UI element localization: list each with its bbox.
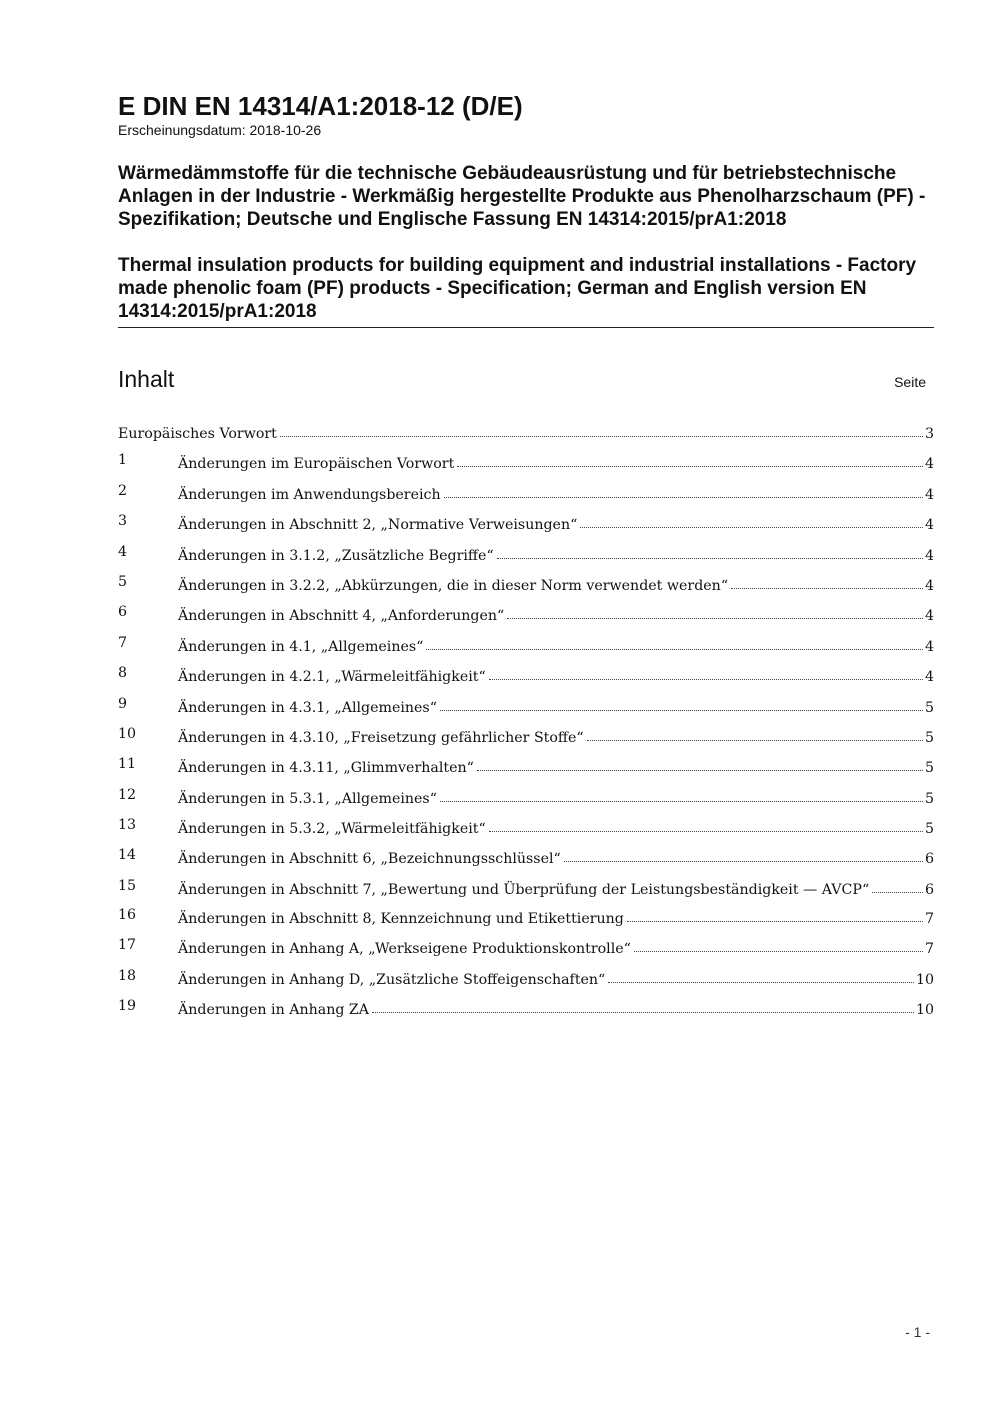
toc-entry-label: Änderungen in 4.3.1, „Allgemeines“	[178, 699, 437, 716]
title-divider	[118, 327, 934, 328]
toc-entry-number: 17	[118, 937, 137, 954]
publication-date: Erscheinungsdatum: 2018-10-26	[118, 122, 322, 138]
toc-entry-number: 5	[118, 573, 128, 590]
toc-entry-label: Änderungen in Abschnitt 4, „Anforderungen“	[178, 608, 505, 625]
toc-entry-label: Änderungen in Anhang D, „Zusätzliche Stoffeigenschaften“	[178, 971, 606, 988]
toc-entry[interactable]	[118, 968, 934, 988]
toc-dot-leader	[872, 892, 923, 893]
toc-dot-leader	[489, 831, 923, 832]
toc-entry-number: 9	[118, 695, 128, 712]
toc-entry-number: 3	[118, 513, 128, 530]
toc-entry[interactable]	[118, 604, 934, 624]
toc-entry-page: 10	[915, 971, 934, 988]
toc-dot-leader	[587, 740, 923, 741]
toc-entry[interactable]	[118, 665, 934, 685]
toc-entry-number: 15	[118, 877, 137, 894]
toc-dot-leader	[440, 801, 923, 802]
toc-entry-number: 13	[118, 817, 137, 834]
toc-entry-page: 7	[924, 910, 934, 927]
toc-entry-label: Änderungen in Abschnitt 8, Kennzeichnung und Etikettierung	[178, 910, 624, 927]
document-page	[118, 92, 934, 1028]
toc-dot-leader	[489, 679, 923, 680]
document-id: E DIN EN 14314/A1:2018-12 (D/E)	[118, 91, 523, 121]
toc-entry[interactable]	[118, 483, 934, 503]
toc-dot-leader	[580, 527, 923, 528]
toc-entry-foreword[interactable]	[118, 422, 934, 442]
toc-entry-label: Änderungen in 3.1.2, „Zusätzliche Begriffe“	[178, 547, 494, 564]
toc-dot-leader	[507, 618, 923, 619]
toc-entry-label: Änderungen in 4.3.10, „Freisetzung gefährlicher Stoffe“	[178, 729, 584, 746]
toc-dot-leader	[634, 951, 923, 952]
toc-dot-leader	[457, 466, 923, 467]
toc-entry-page: 4	[924, 577, 934, 594]
toc-entry-page: 7	[924, 941, 934, 958]
toc-entry-number: 14	[118, 847, 137, 864]
toc-entry-number: 11	[118, 756, 137, 773]
toc-dot-leader	[731, 588, 923, 589]
toc-entry-page: 10	[915, 1002, 934, 1019]
toc-dot-leader	[440, 710, 923, 711]
toc-entry[interactable]	[118, 574, 934, 594]
toc-entry-page: 4	[924, 669, 934, 686]
toc-dot-leader	[444, 497, 923, 498]
toc-entry-number: 8	[118, 665, 128, 682]
toc-entry-label: Änderungen in Abschnitt 6, „Bezeichnungsschlüssel“	[178, 851, 561, 868]
toc-entry-page: 5	[924, 760, 934, 777]
toc-entry-label: Änderungen in 3.2.2, „Abkürzungen, die in dieser Norm verwendet werden“	[178, 577, 729, 594]
toc-entry[interactable]	[118, 513, 934, 533]
toc-entry-label: Änderungen in 5.3.1, „Allgemeines“	[178, 790, 437, 807]
toc-dot-leader	[372, 1012, 914, 1013]
toc-entry-page: 4	[924, 547, 934, 564]
toc-entry-number: 12	[118, 786, 137, 803]
toc-entry-number: 6	[118, 604, 128, 621]
toc-entry-page: 4	[924, 638, 934, 655]
toc-entry-number: 16	[118, 906, 137, 923]
toc-entry-page: 5	[924, 821, 934, 838]
toc-dot-leader	[426, 649, 923, 650]
toc-entry-label: Änderungen in Anhang A, „Werkseigene Produktionskontrolle“	[178, 941, 631, 958]
toc-page-column-label: Seite	[894, 374, 926, 390]
toc-entry[interactable]	[118, 878, 934, 898]
toc-entry[interactable]	[118, 635, 934, 655]
toc-entry-page: 5	[924, 790, 934, 807]
toc-entry-label: Änderungen in 5.3.2, „Wärmeleitfähigkeit“	[178, 821, 486, 838]
toc-dot-leader	[627, 921, 923, 922]
toc-entry-number: 2	[118, 482, 128, 499]
page-number: - 1 -	[905, 1324, 930, 1340]
toc-entry-label: Änderungen in 4.3.11, „Glimmverhalten“	[178, 760, 474, 777]
toc-entry[interactable]	[118, 937, 934, 957]
toc-entry[interactable]	[118, 847, 934, 867]
toc-entry[interactable]	[118, 544, 934, 564]
toc-entry-page: 5	[924, 729, 934, 746]
toc-entry-label: Änderungen in Anhang ZA	[178, 1002, 370, 1019]
toc-entry-number: 10	[118, 725, 137, 742]
toc-entry-page: 6	[924, 881, 934, 898]
toc-dot-leader	[564, 861, 923, 862]
toc-entry[interactable]	[118, 907, 934, 927]
toc-entry-number: 1	[118, 452, 128, 469]
toc-dot-leader	[497, 558, 923, 559]
toc-dot-leader	[477, 770, 923, 771]
toc-entry-label: Änderungen im Europäischen Vorwort	[178, 456, 455, 473]
toc-entry-number: 4	[118, 543, 128, 560]
toc-entry-page: 4	[924, 456, 934, 473]
toc-entry-page: 4	[924, 486, 934, 503]
toc-entry-label: Änderungen in 4.2.1, „Wärmeleitfähigkeit“	[178, 669, 486, 686]
toc-dot-leader	[608, 982, 914, 983]
toc-entry-label: Änderungen in Abschnitt 2, „Normative Verweisungen“	[178, 517, 578, 534]
toc-entry-label: Änderungen in 4.1, „Allgemeines“	[178, 638, 424, 655]
toc-entry-number: 19	[118, 998, 137, 1015]
toc-entry[interactable]	[118, 998, 934, 1018]
toc-entry-page: 4	[924, 517, 934, 534]
toc-entry[interactable]	[118, 726, 934, 746]
toc-entry[interactable]	[118, 756, 934, 776]
toc-header	[118, 366, 934, 393]
toc-entry[interactable]	[118, 696, 934, 716]
toc-heading: Inhalt	[118, 366, 175, 392]
toc-entry[interactable]	[118, 452, 934, 472]
toc-entry[interactable]	[118, 817, 934, 837]
toc-entry-number: 18	[118, 967, 137, 984]
toc-entry-label: Änderungen im Anwendungsbereich	[178, 486, 441, 503]
table-of-contents	[118, 422, 934, 1018]
toc-entry-page: 4	[924, 608, 934, 625]
toc-entry-page: 3	[924, 426, 934, 442]
toc-entry-page: 5	[924, 699, 934, 716]
title-german: Wärmedämmstoffe für die technische Gebäudeausrüstung und für betriebstechnische Anlagen in der Industrie - Werkmäßig hergestellte Produkte aus Phenolharzschaum (PF) - Spezifikation; Deutsche und Englische Fassung EN 14314:2015/prA1:2018	[118, 163, 926, 230]
toc-entry-page: 6	[924, 851, 934, 868]
toc-entry[interactable]	[118, 787, 934, 807]
toc-entry-label: Änderungen in Abschnitt 7, „Bewertung und Überprüfung der Leistungsbeständigkeit — AVCP“	[178, 881, 870, 898]
toc-entry-label: Europäisches Vorwort	[118, 426, 277, 442]
title-english: Thermal insulation products for building equipment and industrial installations - Factory made phenolic foam (PF) products - Specification; German and English version EN 14314:2015/prA1:2018	[118, 255, 917, 322]
toc-entry-list	[118, 452, 934, 1018]
toc-dot-leader	[280, 436, 923, 437]
toc-entry-number: 7	[118, 634, 128, 651]
